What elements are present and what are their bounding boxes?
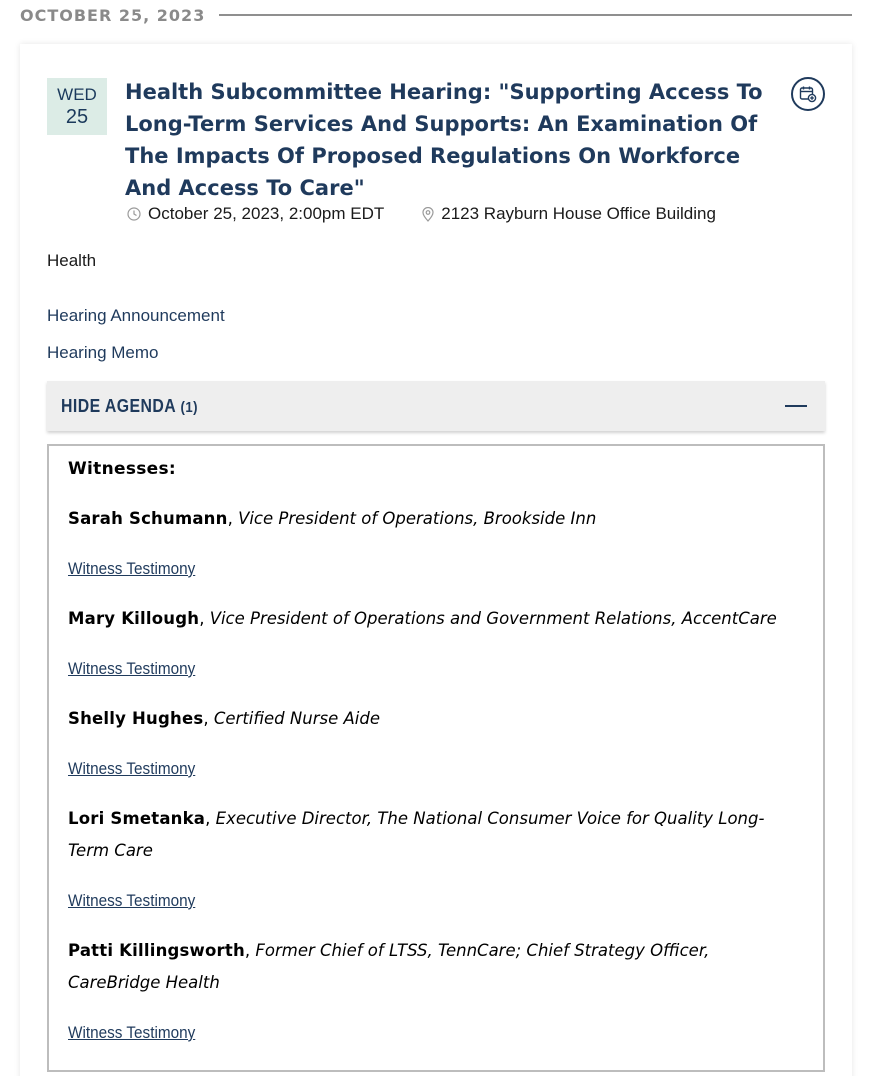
witness-role: Executive Director, The National Consumer Voice for Quality Long-Term Care [68, 809, 765, 860]
clock-icon [127, 207, 141, 221]
witnesses-heading: Witnesses: [68, 459, 177, 479]
agenda-count: (1) [180, 398, 199, 416]
event-title[interactable]: Health Subcommittee Hearing: "Supporting Access To Long-Term Services And Supports: An Examination Of The Impacts Of Proposed Regulations On Workforce And Access To Care" [125, 80, 763, 200]
event-card [20, 44, 852, 1076]
witness-name: Shelly Hughes [68, 709, 204, 728]
witness-testimony-link[interactable]: Witness Testimony [68, 891, 196, 910]
add-to-calendar-button[interactable] [791, 77, 825, 111]
date-badge-weekday: WED [57, 84, 97, 104]
calendar-add-icon [799, 85, 817, 103]
date-badge [47, 78, 107, 135]
divider-rule [219, 14, 852, 16]
event-location-text: 2123 Rayburn House Office Building [441, 204, 716, 223]
witness-testimony-link[interactable]: Witness Testimony [68, 1023, 196, 1042]
hearing-memo-link[interactable]: Hearing Memo [47, 343, 159, 362]
witness-testimony-link[interactable]: Witness Testimony [68, 559, 196, 578]
date-divider-label: OCTOBER 25, 2023 [20, 5, 206, 25]
date-divider [20, 4, 852, 26]
event-location [422, 204, 716, 224]
event-datetime [127, 204, 384, 224]
witness-role: Former Chief of LTSS, TennCare; Chief Strategy Officer, CareBridge Health [68, 941, 710, 992]
location-pin-icon [422, 207, 434, 222]
date-badge-day: 25 [65, 105, 89, 128]
hearing-announcement-link[interactable]: Hearing Announcement [47, 306, 225, 325]
agenda-toggle-text: HIDE AGENDA [61, 395, 177, 416]
witness-name: Sarah Schumann [68, 509, 228, 528]
witness-name: Patti Killingsworth [68, 941, 245, 960]
witness-entry: Lori Smetanka, Executive Director, The National Consumer Voice for Quality Long-Term Care [68, 809, 765, 860]
witness-role: Vice President of Operations, Brookside Inn [238, 509, 597, 528]
agenda-toggle[interactable] [47, 381, 825, 431]
event-datetime-text: October 25, 2023, 2:00pm EDT [148, 204, 385, 223]
witness-testimony-link[interactable]: Witness Testimony [68, 759, 196, 778]
witness-name: Mary Killough [68, 609, 200, 628]
witness-testimony-link[interactable]: Witness Testimony [68, 659, 196, 678]
witness-role: Vice President of Operations and Government Relations, AccentCare [209, 609, 777, 628]
minus-icon [785, 405, 807, 407]
event-meta [127, 204, 716, 224]
witness-entry: Mary Killough, Vice President of Operations and Government Relations, AccentCare [68, 609, 777, 628]
agenda-content [47, 444, 825, 1072]
witness-name: Lori Smetanka [68, 809, 206, 828]
agenda-toggle-label [61, 396, 198, 417]
witness-entry: Shelly Hughes, Certified Nurse Aide [68, 709, 380, 728]
witness-role: Certified Nurse Aide [213, 709, 380, 728]
event-category: Health [47, 251, 97, 270]
witness-entry: Sarah Schumann, Vice President of Operations, Brookside Inn [68, 509, 597, 528]
witness-entry: Patti Killingsworth, Former Chief of LTSS, TennCare; Chief Strategy Officer, CareBridge Health [68, 941, 710, 992]
